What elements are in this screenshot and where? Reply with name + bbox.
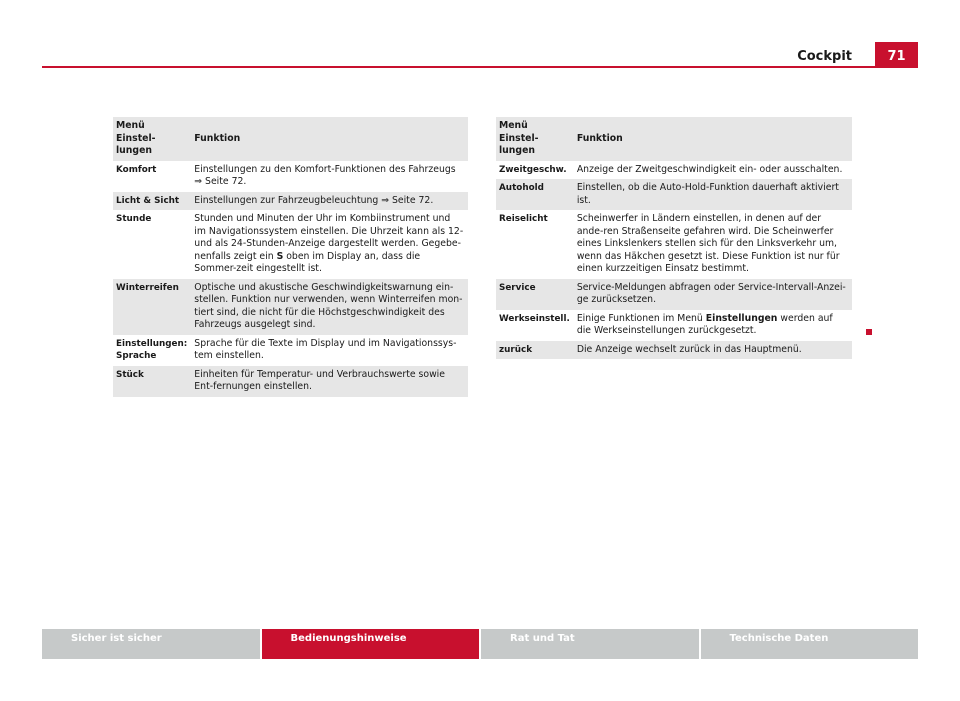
- header-rule: [42, 66, 918, 68]
- table-row: [113, 366, 468, 397]
- column-header-menu: Menü Einstel- lungen: [113, 117, 191, 161]
- row-key: Service: [496, 279, 574, 310]
- row-key: Werkseinstell.: [496, 310, 574, 341]
- table-row: [113, 335, 468, 366]
- row-key: Reiselicht: [496, 210, 574, 279]
- table-row: [496, 341, 852, 360]
- row-key: Winterreifen: [113, 279, 191, 335]
- row-value: Einstellungen zur Fahrzeugbeleuchtung ⇒ Seite 72.: [191, 192, 468, 211]
- table-row: [113, 210, 468, 279]
- footer-tab-sicher-ist-sicher[interactable]: Sicher ist sicher: [42, 629, 260, 659]
- row-key: Stück: [113, 366, 191, 397]
- row-key: Licht & Sicht: [113, 192, 191, 211]
- column-header-function: Funktion: [574, 117, 852, 161]
- footer-tab-bedienungshinweise[interactable]: Bedienungshinweise: [262, 629, 480, 659]
- row-key: Stunde: [113, 210, 191, 279]
- settings-table-right: [496, 117, 852, 359]
- row-value: Einstellen, ob die Auto-Hold-Funktion dauerhaft aktiviert ist.: [574, 179, 852, 210]
- footer-navigation: [42, 629, 918, 659]
- summer-time-symbol: S: [276, 250, 284, 262]
- row-value: Einstellungen zu den Komfort-Funktionen des Fahrzeugs ⇒ Seite 72.: [191, 161, 468, 192]
- row-value: Einheiten für Temperatur- und Verbrauchswerte sowie Ent-fernungen einstellen.: [191, 366, 468, 397]
- menu-name-settings: Einstellungen: [705, 312, 778, 324]
- column-header-menu: Menü Einstel- lungen: [496, 117, 574, 161]
- table-row: [113, 161, 468, 192]
- page-number: 71: [875, 42, 918, 68]
- footer-tab-technische-daten[interactable]: Technische Daten: [701, 629, 919, 659]
- row-value: Optische und akustische Geschwindigkeitswarnung ein-stellen. Funktion nur verwenden, wenn Winterreifen mon-tiert sind, die nicht für die Höchstgeschwindigkeit des Fahrzeugs ausgelegt sind.: [191, 279, 468, 335]
- row-value: Sprache für die Texte im Display und im Navigationssys-tem einstellen.: [191, 335, 468, 366]
- settings-table-left: [113, 117, 468, 397]
- footer-tab-rat-und-tat[interactable]: Rat und Tat: [481, 629, 699, 659]
- row-key: Komfort: [113, 161, 191, 192]
- row-value: Einige Funktionen im Menü Einstellungen werden auf die Werkseinstellungen zurückgesetzt.: [574, 310, 852, 341]
- page-section-title: Cockpit: [797, 49, 852, 64]
- table-row: [113, 192, 468, 211]
- row-value: Scheinwerfer in Ländern einstellen, in denen auf der ande-ren Straßenseite gefahren wird. Die Scheinwerfer eines Linkslenkers stellen sich für den Linksverkehr um, wenn das Häkchen gesetzt ist. Diese Funktion ist nur für einen kurzzeitigen Einsatz bestimmt.: [574, 210, 852, 279]
- row-key: Einstellungen: Sprache: [113, 335, 191, 366]
- row-key: Zweitgeschw.: [496, 161, 574, 180]
- table-row: [496, 161, 852, 180]
- column-header-function: Funktion: [191, 117, 468, 161]
- row-key: zurück: [496, 341, 574, 360]
- table-row: [496, 279, 852, 310]
- table-header-row: [113, 117, 468, 161]
- row-value: Anzeige der Zweitgeschwindigkeit ein- oder ausschalten.: [574, 161, 852, 180]
- table-row: [496, 210, 852, 279]
- table-row: [496, 179, 852, 210]
- row-value: Stunden und Minuten der Uhr im Kombiinstrument und im Navigationssystem einstellen. Die Uhrzeit kann als 12- und als 24-Stunden-Anzeige dargestellt werden. Gegebe-nenfalls zeigt ein S oben im Display an, dass die Sommer-zeit eingestellt ist.: [191, 210, 468, 279]
- row-value: Die Anzeige wechselt zurück in das Hauptmenü.: [574, 341, 852, 360]
- table-header-row: [496, 117, 852, 161]
- row-value: Service-Meldungen abfragen oder Service-Intervall-Anzei-ge zurücksetzen.: [574, 279, 852, 310]
- section-end-marker-icon: [866, 329, 872, 335]
- table-row: [113, 279, 468, 335]
- table-row: [496, 310, 852, 341]
- row-key: Autohold: [496, 179, 574, 210]
